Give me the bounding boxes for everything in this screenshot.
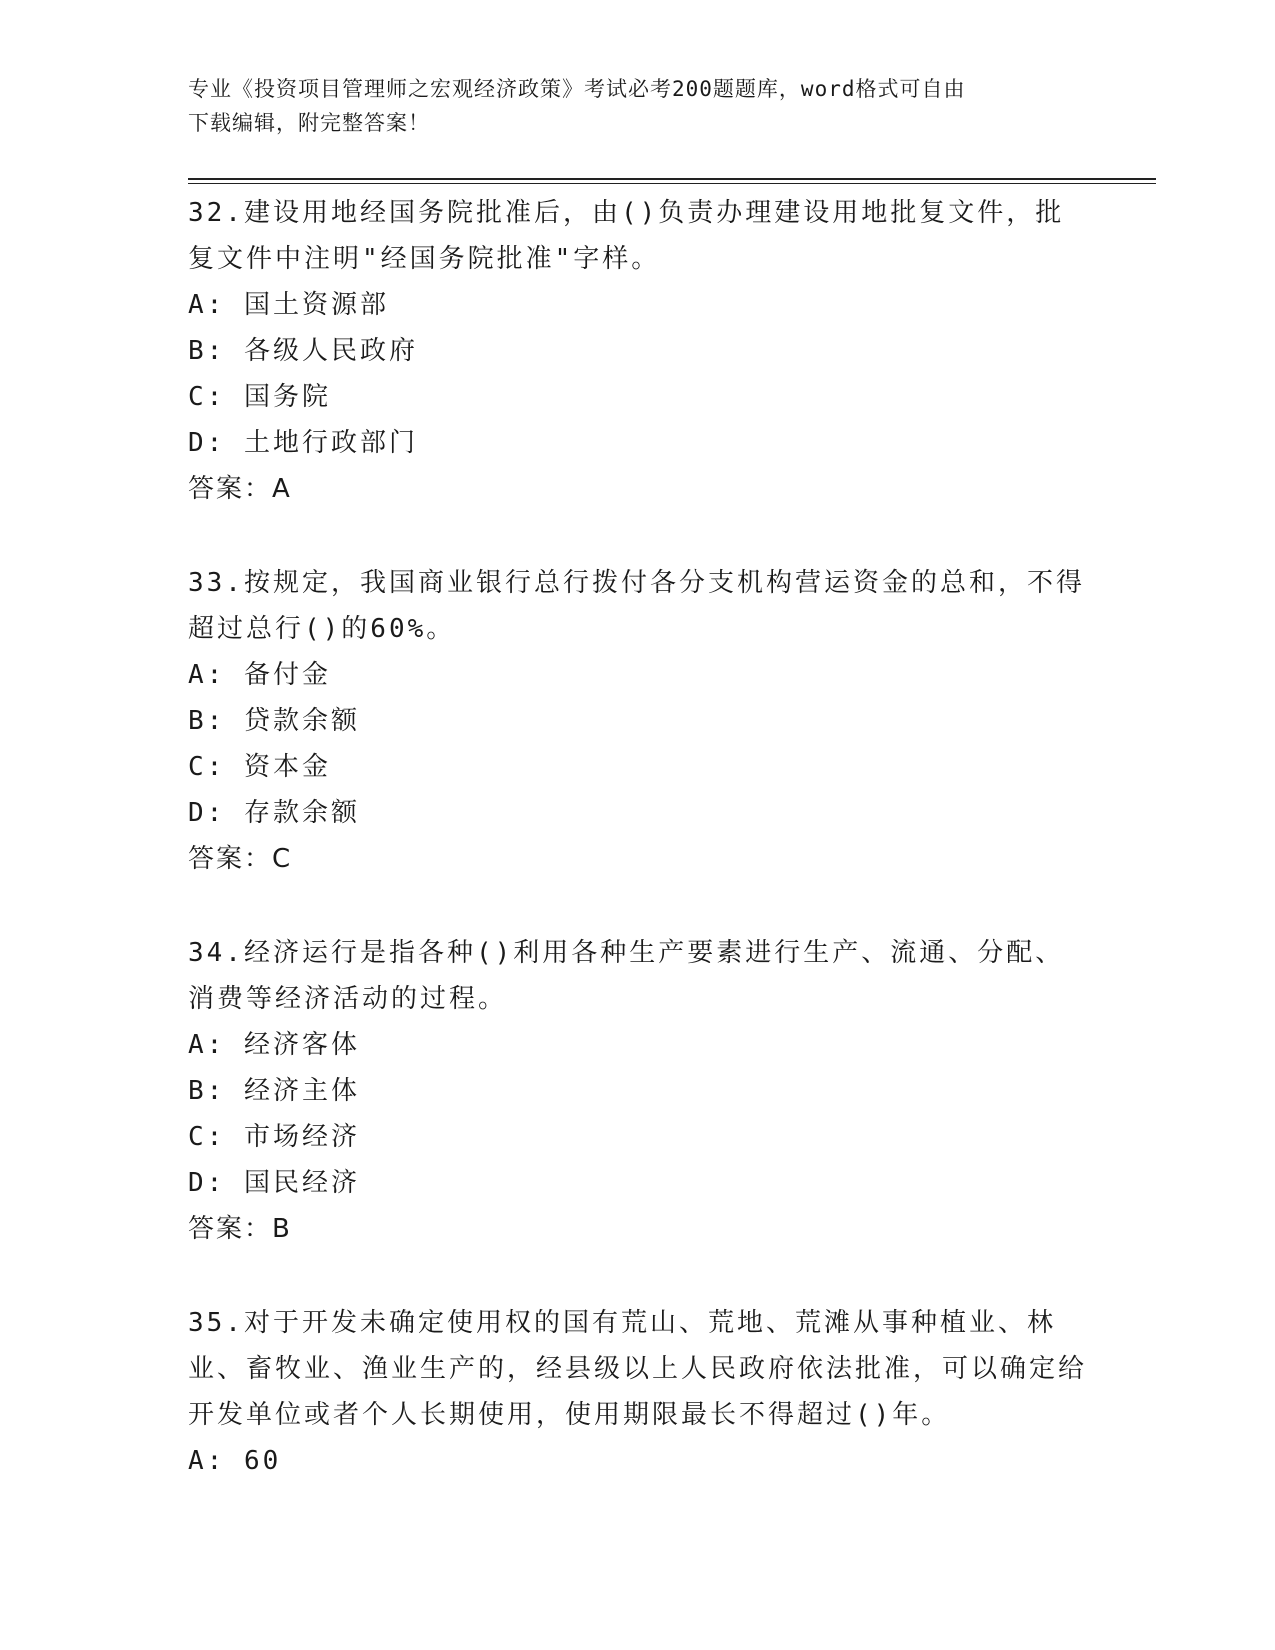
answer: 答案：A <box>188 474 292 504</box>
question-stem: 34.经济运行是指各种()利用各种生产要素进行生产、流通、分配、消费等经济活动的过程。 <box>188 938 1065 1014</box>
question-34 <box>188 930 1088 1252</box>
option-d: D: 存款余额 <box>188 798 360 828</box>
option-c: C: 资本金 <box>188 752 331 782</box>
option-d: D: 国民经济 <box>188 1168 360 1198</box>
question-32 <box>188 190 1088 512</box>
question-stem: 35.对于开发未确定使用权的国有荒山、荒地、荒滩从事种植业、林业、畜牧业、渔业生产的，经县级以上人民政府依法批准，可以确定给开发单位或者个人长期使用，使用期限最长不得超过()年。 <box>188 1308 1088 1430</box>
header-line-2: 下载编辑，附完整答案！ <box>188 111 430 135</box>
option-b: B: 经济主体 <box>188 1076 360 1106</box>
option-a: A: 备付金 <box>188 660 331 690</box>
question-stem: 33.按规定，我国商业银行总行拨付各分支机构营运资金的总和，不得超过总行()的60%。 <box>188 568 1085 644</box>
header-divider-thin <box>188 183 1156 184</box>
question-stem: 32.建设用地经国务院批准后，由()负责办理建设用地批复文件，批复文件中注明"经国务院批准"字样。 <box>188 198 1065 274</box>
question-35 <box>188 1300 1088 1484</box>
option-c: C: 国务院 <box>188 382 331 412</box>
option-a: A: 经济客体 <box>188 1030 360 1060</box>
header-divider-thick <box>188 178 1156 180</box>
question-spacer <box>188 882 1088 930</box>
question-spacer <box>188 1252 1088 1300</box>
header-line-1: 专业《投资项目管理师之宏观经济政策》考试必考200题题库，word格式可自由 <box>188 77 966 101</box>
question-33 <box>188 560 1088 882</box>
question-spacer <box>188 512 1088 560</box>
option-a: A: 国土资源部 <box>188 290 389 320</box>
option-b: B: 各级人民政府 <box>188 336 418 366</box>
answer: 答案：B <box>188 1214 292 1244</box>
question-list <box>188 190 1088 1484</box>
answer: 答案：C <box>188 844 293 874</box>
option-a: A: 60 <box>188 1446 282 1476</box>
document-header <box>188 72 1068 140</box>
option-c: C: 市场经济 <box>188 1122 360 1152</box>
option-d: D: 土地行政部门 <box>188 428 418 458</box>
option-b: B: 贷款余额 <box>188 706 360 736</box>
